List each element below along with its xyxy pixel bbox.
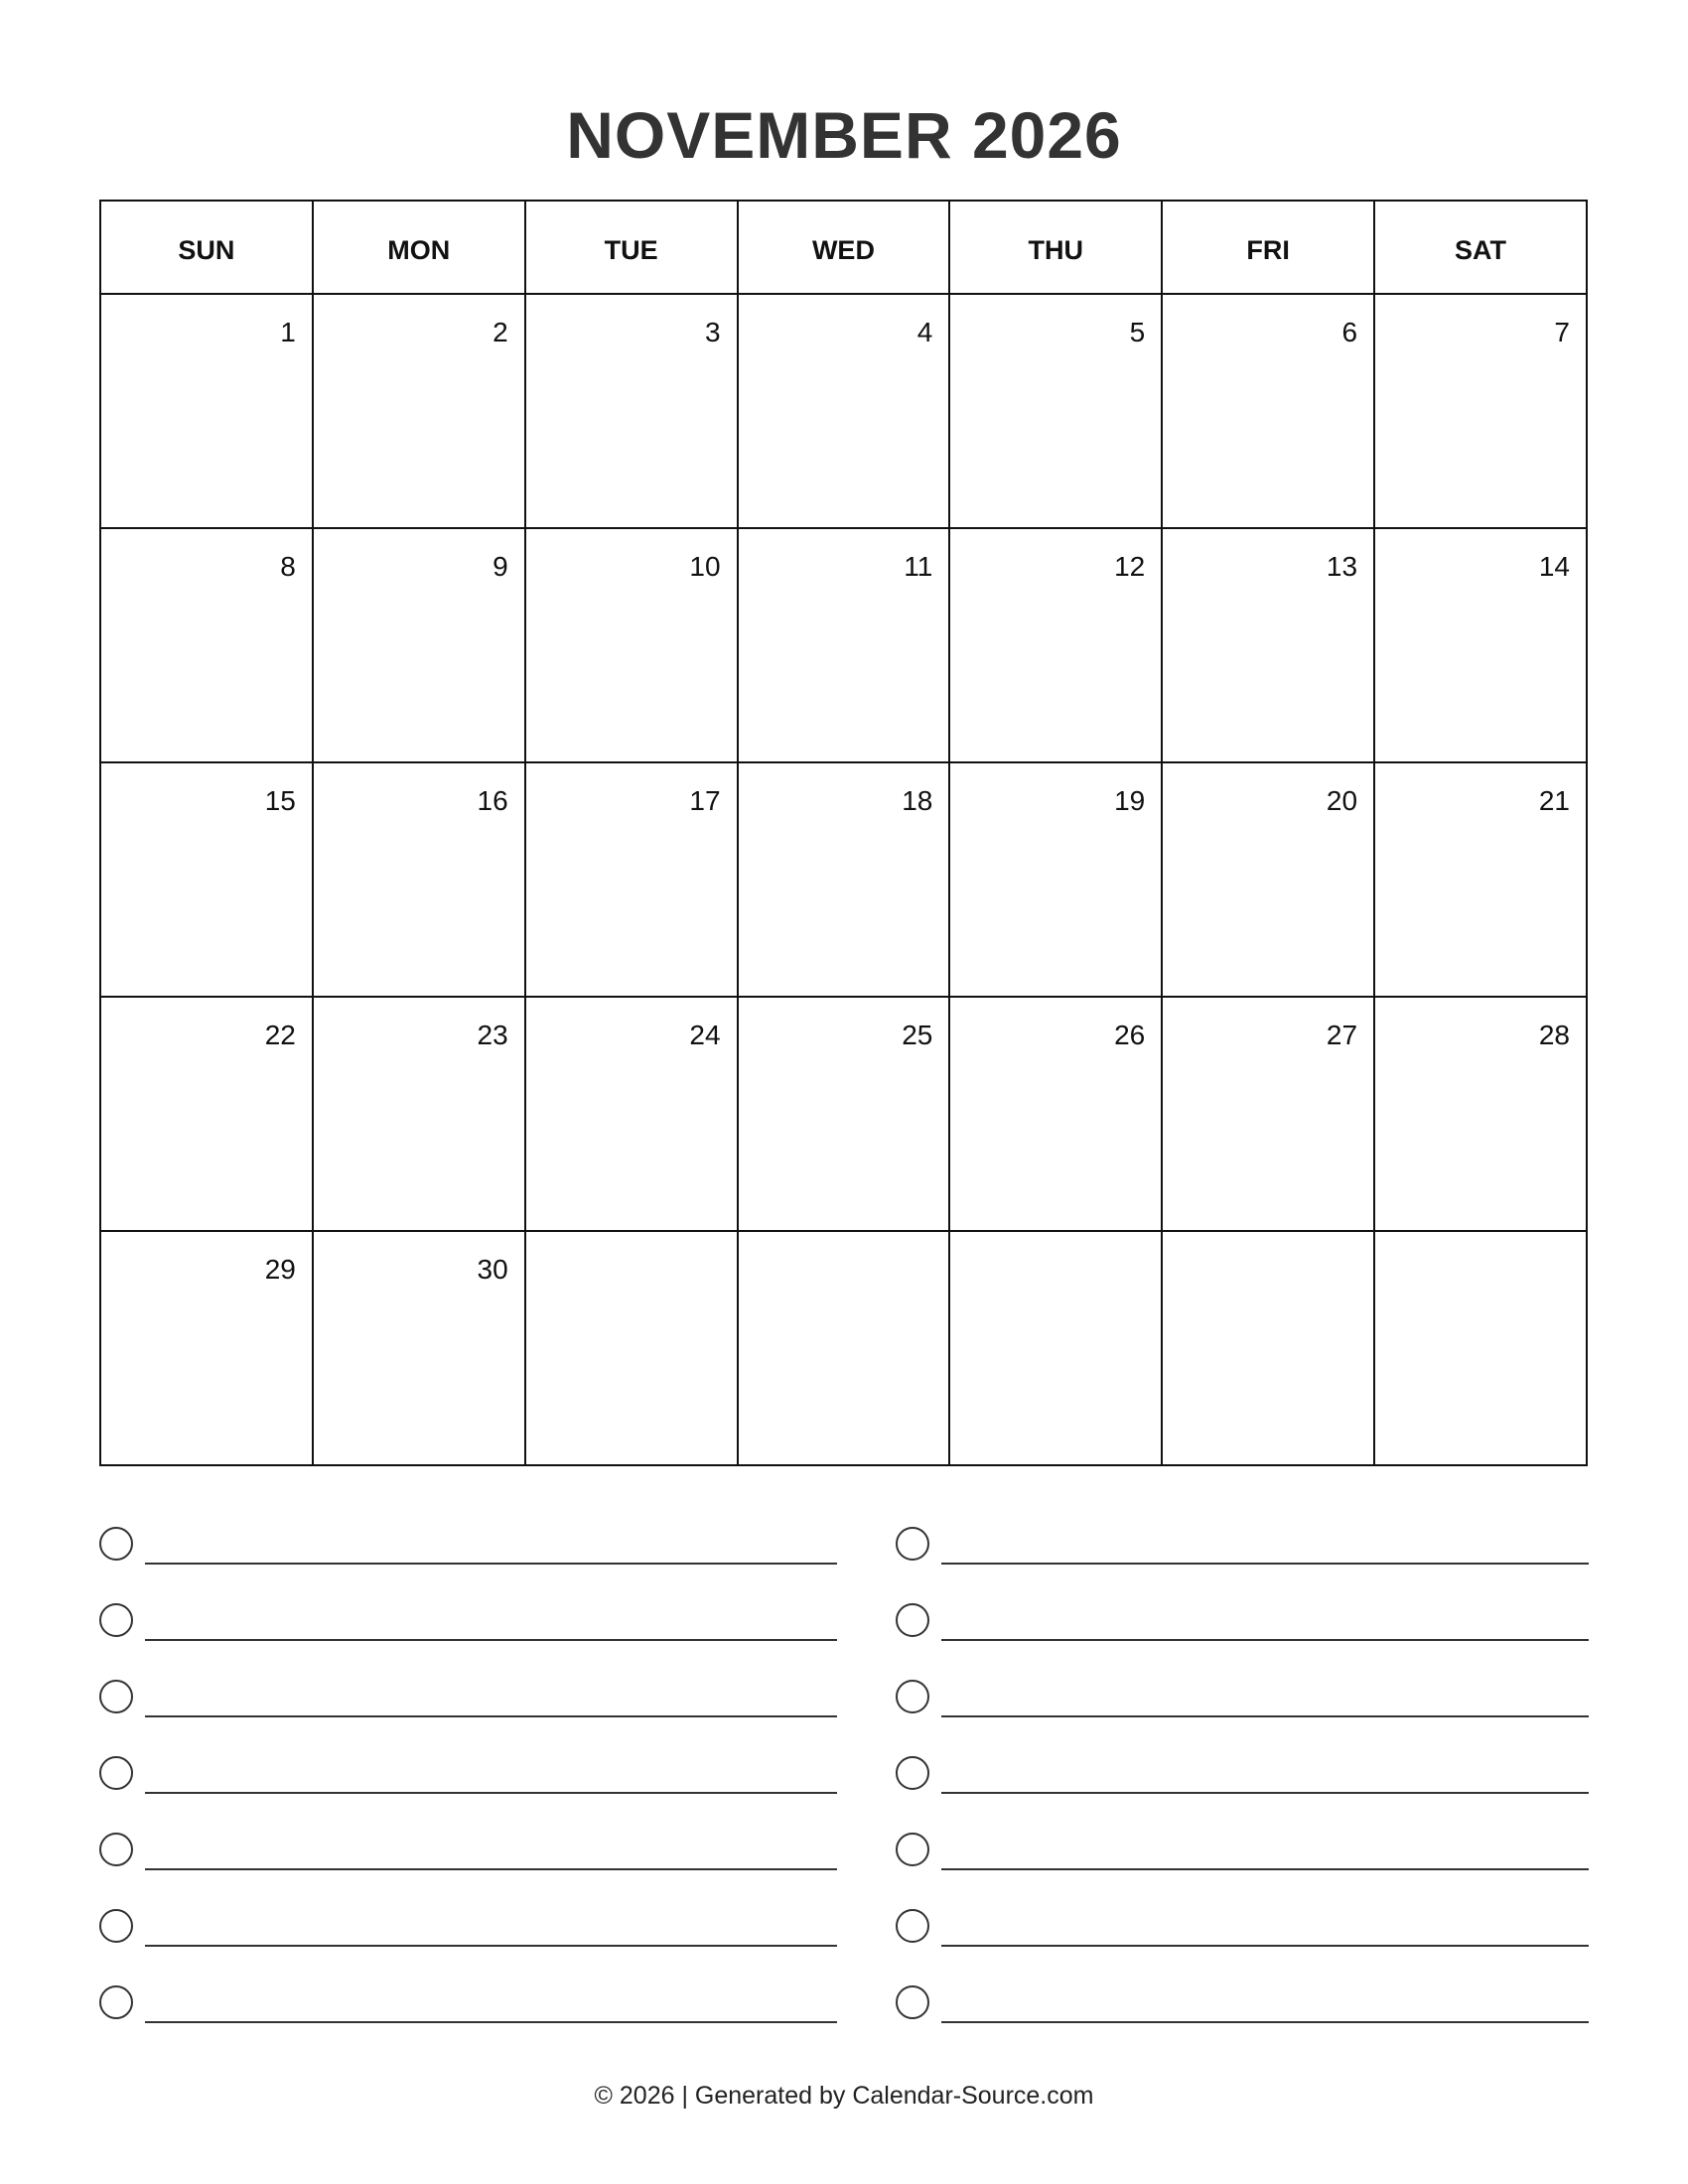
note-item: [99, 1833, 837, 1909]
day-number: 10: [689, 551, 721, 582]
note-item: [896, 1909, 1589, 1985]
day-cell[interactable]: [313, 528, 525, 762]
checkbox-circle-icon[interactable]: [99, 1680, 133, 1713]
day-number: 5: [1129, 317, 1146, 347]
day-cell[interactable]: [1374, 762, 1587, 997]
day-cell[interactable]: [1374, 528, 1587, 762]
day-cell[interactable]: [525, 528, 738, 762]
note-line[interactable]: [145, 1945, 837, 1947]
day-cell[interactable]: [100, 1231, 313, 1465]
day-number: 22: [264, 1020, 296, 1050]
day-cell[interactable]: [738, 528, 950, 762]
note-item: [99, 1527, 837, 1603]
note-line[interactable]: [941, 1945, 1589, 1947]
day-number: 11: [904, 551, 933, 582]
checkbox-circle-icon[interactable]: [896, 1680, 929, 1713]
day-cell[interactable]: [1162, 997, 1374, 1231]
day-number: 13: [1326, 551, 1358, 582]
weekday-header-mon: MON: [313, 201, 525, 294]
day-number: 25: [902, 1020, 933, 1050]
day-cell[interactable]: [1374, 1231, 1587, 1465]
day-number: [1163, 1232, 1373, 1254]
day-number: 6: [1341, 317, 1358, 347]
day-cell[interactable]: [949, 997, 1162, 1231]
day-cell[interactable]: [738, 762, 950, 997]
day-cell[interactable]: [1162, 528, 1374, 762]
checkbox-circle-icon[interactable]: [896, 1833, 929, 1866]
day-cell[interactable]: [313, 1231, 525, 1465]
day-number: 2: [492, 317, 508, 347]
notes-column-left: [99, 1527, 837, 2062]
note-item: [896, 1680, 1589, 1756]
note-item: [896, 1603, 1589, 1680]
day-number: 9: [492, 551, 508, 582]
day-number: [526, 1232, 737, 1254]
day-cell[interactable]: [313, 997, 525, 1231]
day-cell[interactable]: [949, 1231, 1162, 1465]
day-cell[interactable]: [738, 1231, 950, 1465]
day-number: 18: [902, 785, 933, 816]
day-cell[interactable]: [1162, 1231, 1374, 1465]
note-item: [99, 1756, 837, 1833]
week-row-1: [100, 294, 1587, 528]
note-line[interactable]: [941, 1792, 1589, 1794]
note-item: [896, 1756, 1589, 1833]
day-number: 15: [264, 785, 296, 816]
note-line[interactable]: [145, 1639, 837, 1641]
checkbox-circle-icon[interactable]: [896, 1527, 929, 1561]
checkbox-circle-icon[interactable]: [99, 1527, 133, 1561]
week-row-4: [100, 997, 1587, 1231]
day-number: 7: [1554, 317, 1570, 347]
checkbox-circle-icon[interactable]: [896, 1985, 929, 2019]
note-item: [99, 1985, 837, 2062]
checkbox-circle-icon[interactable]: [99, 1756, 133, 1790]
note-line[interactable]: [145, 1868, 837, 1870]
day-cell[interactable]: [1162, 762, 1374, 997]
checkbox-circle-icon[interactable]: [896, 1909, 929, 1943]
day-cell[interactable]: [1374, 997, 1587, 1231]
day-cell[interactable]: [525, 997, 738, 1231]
day-number: 21: [1538, 785, 1570, 816]
weekday-header-sat: SAT: [1374, 201, 1587, 294]
day-cell[interactable]: [949, 528, 1162, 762]
day-number: 27: [1326, 1020, 1358, 1050]
day-cell[interactable]: [100, 528, 313, 762]
day-cell[interactable]: [100, 762, 313, 997]
day-number: 17: [689, 785, 721, 816]
day-cell[interactable]: [100, 294, 313, 528]
note-item: [99, 1680, 837, 1756]
note-item: [99, 1603, 837, 1680]
week-row-5: [100, 1231, 1587, 1465]
weekday-header-thu: THU: [949, 201, 1162, 294]
day-number: 16: [477, 785, 508, 816]
day-cell[interactable]: [313, 294, 525, 528]
note-item: [99, 1909, 837, 1985]
day-cell[interactable]: [525, 762, 738, 997]
checkbox-circle-icon[interactable]: [896, 1603, 929, 1637]
note-item: [896, 1527, 1589, 1603]
day-number: 14: [1538, 551, 1570, 582]
week-row-3: [100, 762, 1587, 997]
month-calendar-grid: [99, 200, 1588, 1466]
note-line[interactable]: [941, 1639, 1589, 1641]
note-line[interactable]: [941, 2021, 1589, 2023]
day-number: 24: [689, 1020, 721, 1050]
day-number: 20: [1326, 785, 1358, 816]
day-number: 12: [1114, 551, 1146, 582]
day-number: 4: [916, 317, 933, 347]
day-number: 8: [280, 551, 296, 582]
day-number: 30: [477, 1254, 508, 1285]
day-cell[interactable]: [1374, 294, 1587, 528]
checkbox-circle-icon[interactable]: [99, 1833, 133, 1866]
day-number: 1: [280, 317, 296, 347]
note-item: [896, 1833, 1589, 1909]
note-line[interactable]: [145, 1563, 837, 1565]
day-number: 28: [1538, 1020, 1570, 1050]
checkbox-circle-icon[interactable]: [99, 1603, 133, 1637]
day-cell[interactable]: [738, 997, 950, 1231]
weekday-header-fri: FRI: [1162, 201, 1374, 294]
note-line[interactable]: [941, 1868, 1589, 1870]
note-line[interactable]: [941, 1563, 1589, 1565]
checkbox-circle-icon[interactable]: [99, 1909, 133, 1943]
footer-credit: © 2026 | Generated by Calendar-Source.com: [594, 2082, 1094, 2110]
page-title: NOVEMBER 2026: [566, 98, 1122, 172]
checkbox-circle-icon[interactable]: [896, 1756, 929, 1790]
day-cell[interactable]: [525, 294, 738, 528]
weekday-header-wed: WED: [738, 201, 950, 294]
weekday-header-sun: SUN: [100, 201, 313, 294]
week-row-2: [100, 528, 1587, 762]
day-number: 3: [704, 317, 721, 347]
day-cell[interactable]: [313, 762, 525, 997]
day-number: [950, 1232, 1161, 1254]
notes-column-right: [896, 1527, 1589, 2062]
day-number: 19: [1114, 785, 1146, 816]
day-cell[interactable]: [949, 762, 1162, 997]
note-item: [896, 1985, 1589, 2062]
note-line[interactable]: [145, 2021, 837, 2023]
day-number: 23: [477, 1020, 508, 1050]
day-number: [739, 1232, 949, 1254]
weekday-header-tue: TUE: [525, 201, 738, 294]
day-number: 26: [1114, 1020, 1146, 1050]
day-number: 29: [264, 1254, 296, 1285]
note-line[interactable]: [145, 1792, 837, 1794]
day-cell[interactable]: [1162, 294, 1374, 528]
day-cell[interactable]: [738, 294, 950, 528]
checkbox-circle-icon[interactable]: [99, 1985, 133, 2019]
day-cell[interactable]: [100, 997, 313, 1231]
day-cell[interactable]: [949, 294, 1162, 528]
note-line[interactable]: [941, 1715, 1589, 1717]
day-number: [1375, 1232, 1586, 1254]
note-line[interactable]: [145, 1715, 837, 1717]
weekday-header-row: [100, 201, 1587, 294]
day-cell[interactable]: [525, 1231, 738, 1465]
